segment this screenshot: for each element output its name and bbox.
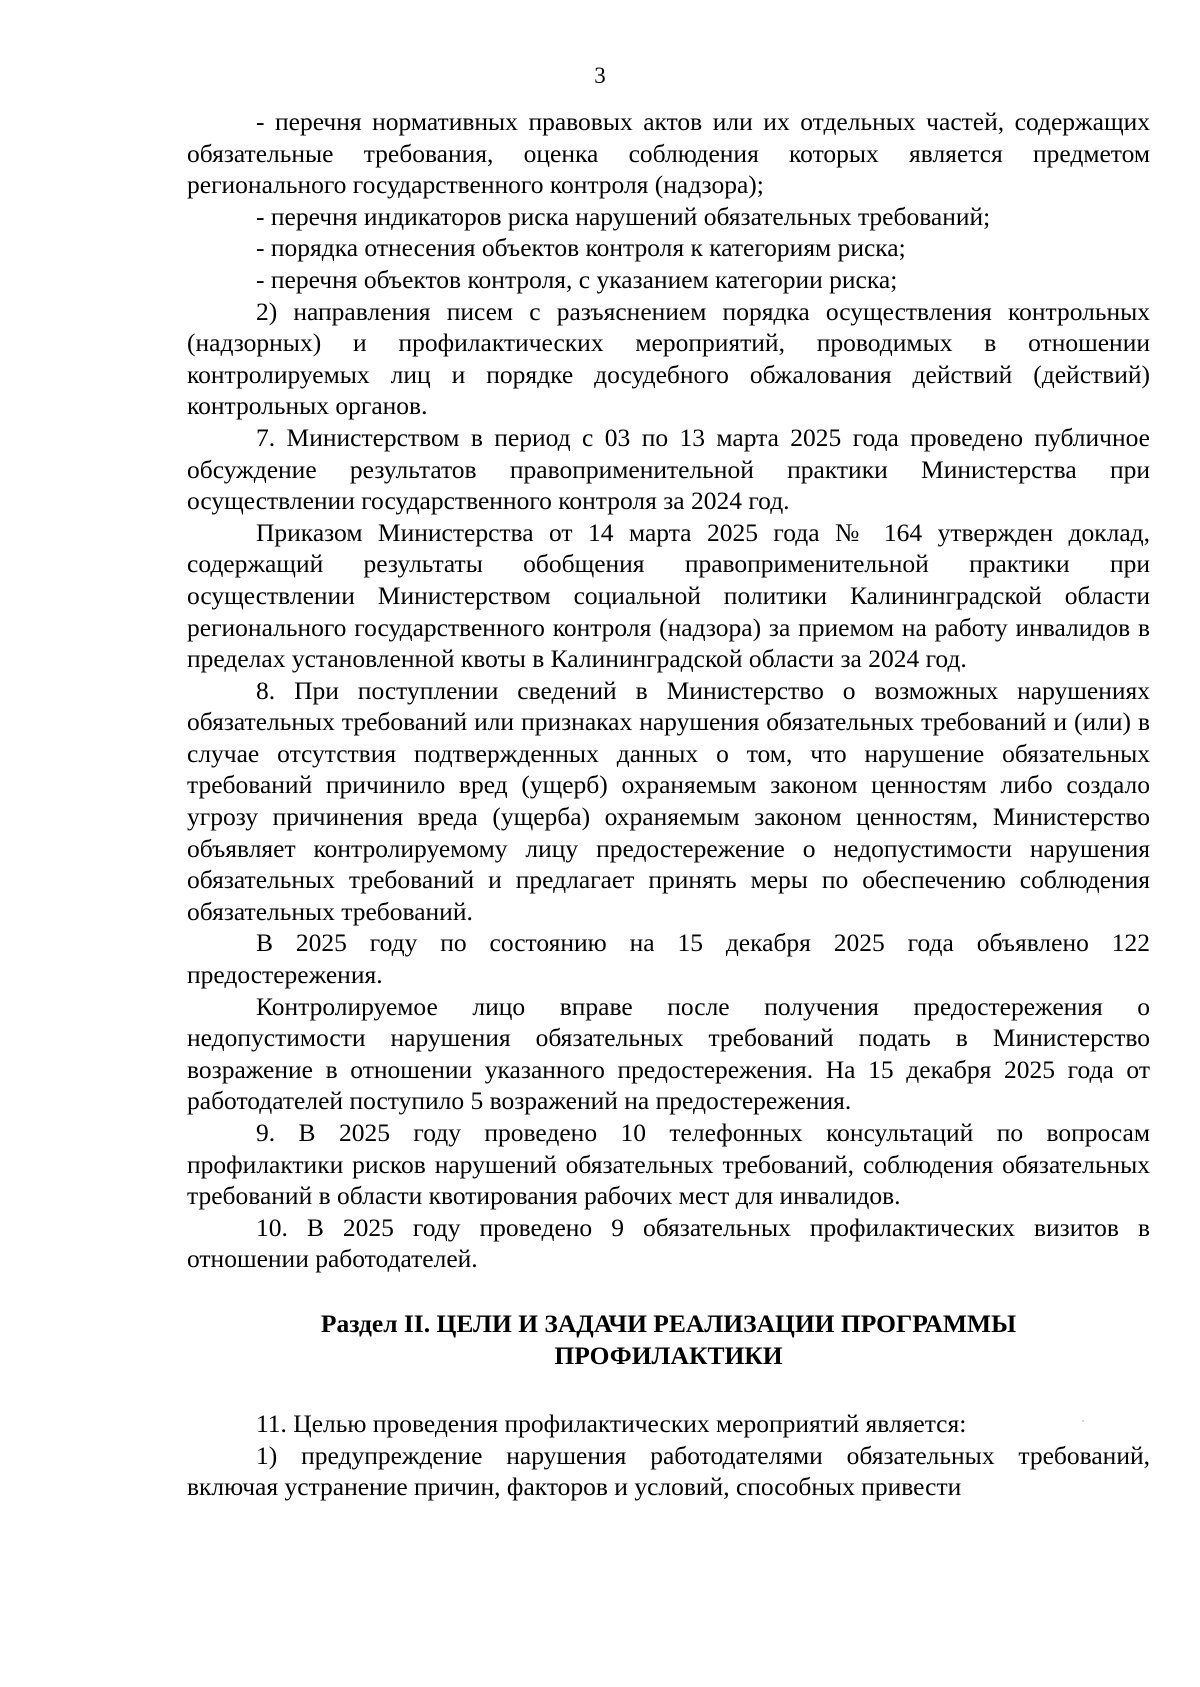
section-heading-line-1: Раздел II. ЦЕЛИ И ЗАДАЧИ РЕАЛИЗАЦИИ ПРОГРАММЫ	[320, 1308, 1017, 1338]
paragraph-item-7-public-discussion: 7. Министерством в период с 03 по 13 марта 2025 года проведено публичное обсуждение результатов правоприменительной практики Министерства при осуществлении государственного контроля за 2024 год.	[187, 422, 1150, 516]
paragraph-warnings-count: В 2025 году по состоянию на 15 декабря 2025 года объявлено 122 предостережения.	[187, 928, 1150, 990]
paragraph-order-report: Приказом Министерства от 14 марта 2025 года № 164 утвержден доклад, содержащий результаты обобщения правоприменительной практики при осуществлении Министерством социальной политики Калининградской области регионального государственного контроля (надзора) за приемом на работу инвалидов в пределах установленной квоты в Калининградской области за 2024 год.	[187, 517, 1150, 674]
section-heading	[187, 1308, 1150, 1372]
paragraph-list-item-risk-categories: - порядка отнесения объектов контроля к категориям риска;	[256, 233, 906, 263]
paragraph-list-item-npa: - перечня нормативных правовых актов или их отдельных частей, содержащих обязательные требования, оценка соблюдения которых является предметом регионального государственного контроля (надзора);	[187, 107, 1150, 200]
paragraph-item-8-warnings: 8. При поступлении сведений в Министерство о возможных нарушениях обязательных требований или признаках нарушения обязательных требований и (или) в случае отсутствия подтвержденных данных о том, что нарушение обязательных требований причинило вред (ущерб) охраняемым законом ценностям либо создало угрозу причинения вреда (ущерба) охраняемым законом ценностям, Министерство объявляет контролируемому лицу предостережение о недопустимости нарушения обязательных требований и предлагает принять меры по обеспечению соблюдения обязательных требований.	[187, 675, 1150, 926]
document-body	[187, 106, 1150, 1503]
section-heading-line-2: ПРОФИЛАКТИКИ	[554, 1340, 783, 1370]
scan-speck	[1082, 1420, 1084, 1422]
paragraph-objections: Контролируемое лицо вправе после получения предостережения о недопустимости нарушения обязательных требований подать в Министерство возражение в отношении указанного предостережения. На 15 декабря 2025 года от работодателей поступило 5 возражений на предостережения.	[187, 991, 1150, 1116]
paragraph-item-11-goal: 11. Целью проведения профилактических мероприятий является:	[256, 1408, 967, 1438]
page-number: 3	[594, 63, 606, 88]
paragraph-list-item-risk-indicators: - перечня индикаторов риска нарушений обязательных требований;	[256, 201, 991, 231]
paragraph-list-item-control-objects: - перечня объектов контроля, с указанием категории риска;	[256, 264, 898, 294]
paragraph-item-10-visits: 10. В 2025 году проведено 9 обязательных профилактических визитов в отношении работодателей.	[187, 1212, 1150, 1274]
paragraph-item-9-consultations: 9. В 2025 году проведено 10 телефонных консультаций по вопросам профилактики рисков нарушений обязательных требований, соблюдения обязательных требований в области квотирования рабочих мест для инвалидов.	[187, 1118, 1150, 1211]
paragraph-item-2-letters: 2) направления писем с разъяснением порядка осуществления контрольных (надзорных) и профилактических мероприятий, проводимых в отношении контролируемых лиц и порядке досудебного обжалования действий (действий) контрольных органов.	[187, 296, 1150, 421]
paragraph-goal-1-prevention: 1) предупреждение нарушения работодателями обязательных требований, включая устранение причин, факторов и условий, способных привести	[187, 1440, 1150, 1502]
